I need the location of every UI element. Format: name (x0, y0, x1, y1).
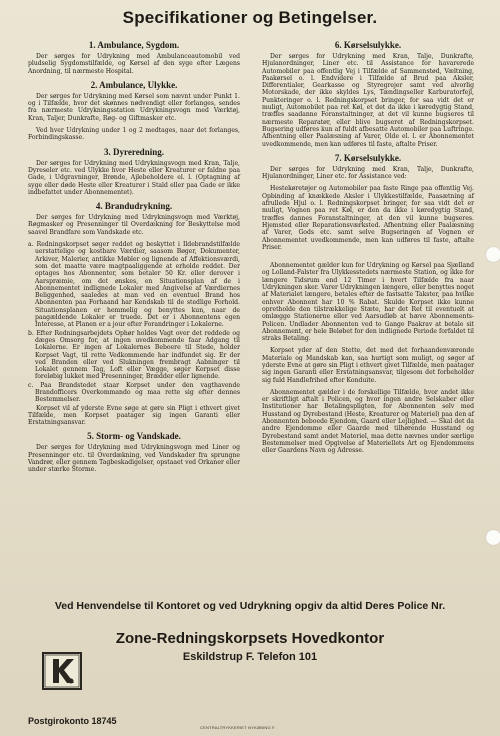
section-paragraph: Der sørges for Udrykning med Udrykningsvogn med Kran, Talje, Dyreseler etc. ved Ulykke hvor Heste eller Kreaturer er faldne paa Gade, i Udgravninger, Brønde, Ajlebeholdere el. l. (Optagning af syge eller døde Heste eller Kreaturer i Stald eller paa Gade er ikke indbefattet under Abonnementet). (28, 159, 240, 196)
section-paragraph: Der sørges for Udrykning med Ambulanceautomobil ved pludselig Sygdomstilfælde, og Kørsel af den syge efter Lægens Anordning, til nærmeste Hospital. (28, 53, 240, 75)
section-paragraph: Korpset yder af den Stette, det med det forhaandenværende Materiale og Mandskab kan, saa hurtigt som muligt, og søger af yderste Evne at gøre sin Pligt i ethvert givet Tilfælde, men paatager sig ingen Garanti eller Erstatningsansvar, tilgesom det forbeholder sig fuld Handlefrihed efter Konduite. (262, 347, 474, 384)
section-paragraph: Hestekøretøjer og Automobiler paa faste Ringe paa offentlig Vej. Opbinding af knækkede Aksler i Ulykkestilfælde, Paasætning af afrullede Hjul o. l. Redningskorpset bringer, for saa vidt det er muligt, Vognen paa ret Køl, er den da ikke i køredygtig Stand, træffes dannes Foranstaltninger, at den vil kunne bugseres. Hjemsted eller Reparationsværksted. Afhentning eller Paalæsning af Varer, Gods etc. samt selve Bugseringen af Vognen er Abonnementet uvedkommende, men kan udføres til faste, aftalte Priser. (262, 185, 474, 251)
section-heading: 3. Dyreredning. (104, 146, 164, 157)
page-title: Specifikationer og Betingelser. (122, 8, 378, 27)
section-paragraph: Abonnementet gælder i de forskellige Tilfælde, hvor andet ikke er skriftligt aftalt i Policen, og hvor ingen andre Selskaber eller Institutioner har Betalingspligten, for Abonnenten selv med Husstand og Dyrebestand (Heste, Kreaturer og Materiel) paa den af Abonnenten beboede Ejendom, Gaard eller Lejlighed. — Skal det da andre Ejendomme eller Gaarde med tilhørende Husstand og Dyrebestand samt andet Materiel, maa dette nævnes under særlige Bestemmelser med Opgivelse af Materiellets Art og Ejendommens eller Gaardens Navn og Adresse. (262, 388, 474, 455)
section-heading: 1. Ambulance, Sygdom. (88, 40, 180, 50)
right-column (262, 40, 474, 460)
section-heading: 6. Kørselsulykke. (334, 40, 402, 50)
section-paragraph: Abonnementet gælder kun for Udrykning og Kørsel paa Sjælland og Lolland-Falster fra Ulykkesstedets nærmeste Station, og ikke for længere Tidsrum end 12 Timer i hvert Tilfælde fra naar Udrykningen sker. Varer Udrykningen længere, eller benyttes noget af Materialet længere, betales efter de fastsatte Takster, paa hvilke enhver Abonnent har 10 % Rabat. Skulde Korpset ikke kunne opretholde den tilstrækkelige Stæte, har det Ret til eventuelt at omlægge Stationerne eller ved Aarsudløb at hæve Abonnements-Policen. Undlader Abonnenten ved to Gange Paakrav at betale sit Abonnement, er hele Beløbet for den indlignede Periode forfaldet til straks Betaling. (262, 262, 474, 343)
punch-hole (486, 247, 500, 262)
printer-imprint: CENTRALTRYKKERIET NYKØBING F. (200, 725, 276, 730)
section-paragraph: Der sørges for Udrykning med Kran, Talje, Dunkrafte, Hjulanordninger, Liner etc. til Assistance for havarerede Automobiler paa offentlig Vej i Tilfælde af Sammenstød, Væltning, Paakørsel o. l. Endvidere i Tilfælde af Brud paa Aksler, Differentialer, Gearkasse og Styregrejer samt ved alvorlig Motorskade, der ikke skyldes Lys, Tændingseller Karburatorfejl, Punkteringer o. l. Redningskorpset bringer, for saa vidt det er muligt, Automobilet paa ret Køl, et det da ikke i køredygtig Stand, træffes saadanne Foranstaltninger, at det vil kunne bugseres til nærmeste Reparatør, eller blive bugseret af Redningskorpset. Bugsering udføres kun af fuldt afbesatte Automobiler paa Luftringe. Afhentning eller Paalæsning af Varer, Olde el. l. er Abonnementet uvedkommende, men kan udføres til faste, aftalte Priser. (262, 53, 474, 148)
postgiro-number: Postgirokonto 18745 (28, 716, 117, 726)
k-logo-icon (42, 652, 82, 690)
section-paragraph: Ved hver Udrykning under 1 og 2 medtages, naar det forlanges, Forbindingskasse. (28, 127, 240, 142)
section-paragraph: Der sørges for Udrykning med Udrykningsvogn med Liner og Presenninger etc. til Overdækning, ved Vandskader fra sprungne Vandrør, eller gennem Tagbeskadigelser, opstaaet ved Orkaner eller under stærke Storme. (28, 444, 240, 474)
section-paragraph: Der sørges for Udrykning med Udrykningsvogn med Værktøj, Røgmasker og Presenninger til Overdækning for Beskyttelse mod saavel Brandfare som Vandskade etc. (28, 214, 240, 236)
k-logo-graphic (44, 654, 80, 688)
punch-hole (486, 530, 500, 545)
hq-address: Eskildstrup F. Telefon 101 (182, 651, 318, 663)
section-paragraph: Korpset vil af yderste Evne søge at gøre sin Pligt i ethvert givet Tilfælde, men Korpset paatager sig ingen Garanti eller Erstatningsansvar. (28, 404, 240, 427)
section-heading: 7. Kørselsulykke. (334, 152, 402, 163)
list-item: b. Efter Redningsarbejdets Ophør holdes Vagt over det reddede og dæges Omsorg for, at ingen uvedkommende faar Adgang til Lokalerne. Er ingen af Lokalernes Beboere til Stede, holder Korpset Vagt, til rette Vedkommende har indfundet sig. Er der ved Branden eller ved Slukningen frembragt Aabninger til Lokalet gennem Tag, Loft eller Vægge, søger Korpset disse foreløbig lukket med Presenninger, Brædder eller lignende. (28, 329, 240, 381)
hq-title: Zone-Redningskorpsets Hovedkontor (115, 630, 385, 647)
left-column (28, 40, 240, 479)
section-paragraph: Der sørges for Udrykning med Kørsel som nævnt under Punkt 1. og i Tilfælde, hvor det skønnes nødvendigt eller forlanges, sendes fra nærmeste Udrykningsstation Udrykningsvogn med Værktøj, Kran, Taljer, Dunkrafte, Røg- og Giftmasker etc. (28, 92, 240, 122)
list-item: c. Paa Brandstedet staar Korpset under den vagthavende Brandofficers Overkommando og maa rette sig efter dennes Bestemmelser. (28, 381, 240, 404)
section-paragraph: Der sørges for Udrykning med Kran, Talje, Dunkrafte, Hjulanordninger, Liner etc. for Assistance ved: (262, 165, 474, 181)
section-heading: 4. Brandudrykning. (95, 201, 173, 212)
footer-note: Ved Henvendelse til Kontoret og ved Udrykning opgiv da altid Deres Police Nr. (54, 600, 446, 612)
section-heading: 2. Ambulance, Ulykke. (90, 79, 178, 90)
section-heading: 5. Storm- og Vandskade. (87, 431, 181, 442)
list-item: a. Redningskorpset søger reddet og beskyttet i Ildebrandstilfælde uerstattelige og kostbare Værdier, saasom Bøger, Dokumenter, Arkiver, Malerier, antikke Møbler og lignende af Affektionsværdi, som det maatte være magtpaaliggende at erholde reddet. Der optages hos Abonnenter, som betaler 50 Kr. eller derover i Aarspræmie, om det ønskes, en Situationsplan af de i Abonnementet indlignede Lokaler med Angivelse af Værdiernes Beliggenhed, saaledes at man ved en eventuel Brand hos Abonnenten paa Forhaand har Kendskab til de stedlige Forhold. Situationsplanen er hemmelig og benyttes kun, naar de paagældende Lokaler er truede. Det er i Abonnentens egen Interesse, at Planen er a jour efter Forandringer i Lokalerne. (28, 241, 240, 329)
